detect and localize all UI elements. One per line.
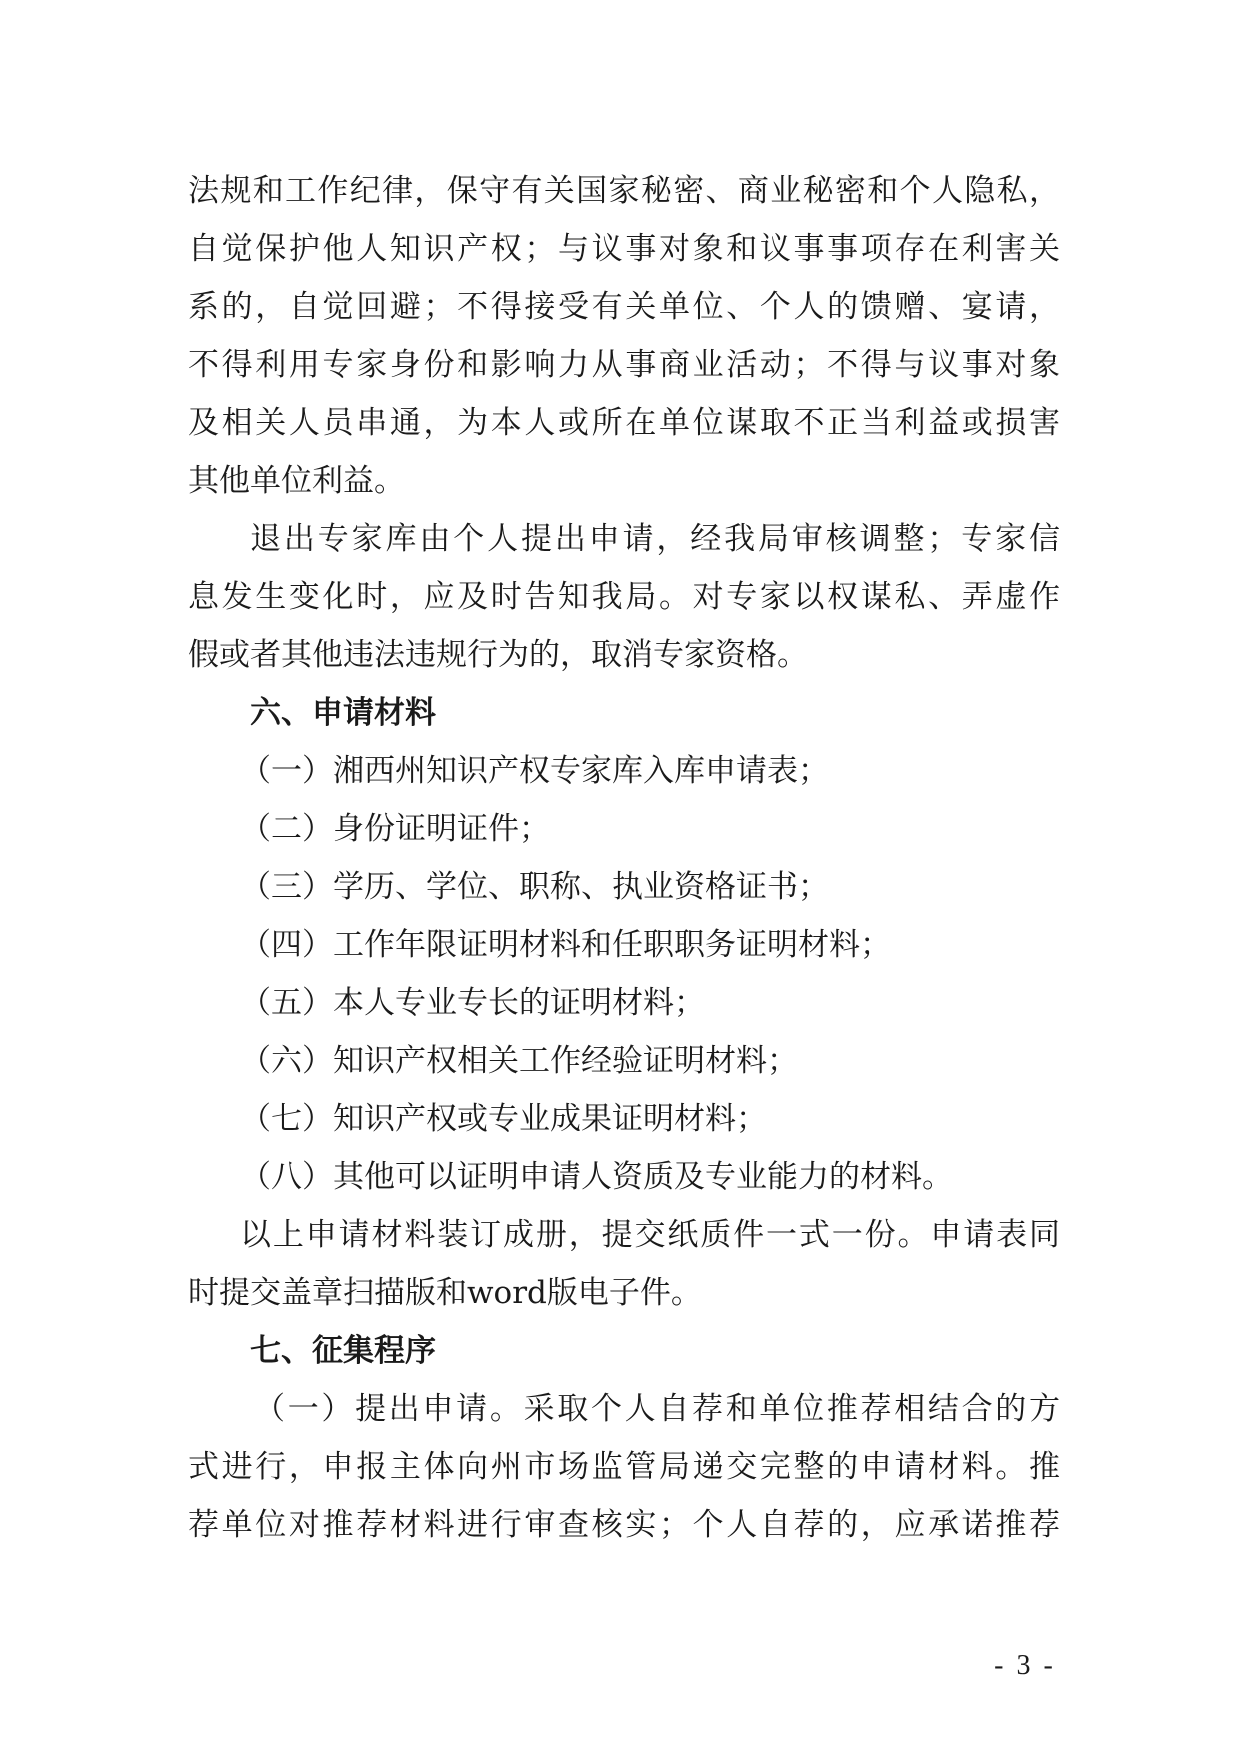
- text-line: 式进行，申报主体向州市场监管局递交完整的申请材料。推: [188, 1449, 1060, 1485]
- list-item: （二）身份证明证件；: [240, 811, 550, 847]
- text-line: 以上申请材料装订成册，提交纸质件一式一份。申请表同: [240, 1217, 1060, 1253]
- list-item: （五）本人专业专长的证明材料；: [240, 985, 705, 1021]
- list-item: （一）湘西州知识产权专家库入库申请表；: [240, 753, 829, 789]
- page-number: - 3 -: [994, 1650, 1056, 1681]
- text-line: 荐单位对推荐材料进行审查核实；个人自荐的，应承诺推荐: [188, 1507, 1060, 1543]
- text-line: 系的，自觉回避；不得接受有关单位、个人的馈赠、宴请，: [188, 289, 1060, 325]
- text-line: 及相关人员串通，为本人或所在单位谋取不正当利益或损害: [188, 405, 1060, 441]
- list-item: （七）知识产权或专业成果证明材料；: [240, 1101, 767, 1137]
- section-heading-application-materials: 六、申请材料: [250, 695, 436, 731]
- text-line: 其他单位利益。: [188, 463, 405, 499]
- document-body: [188, 162, 1060, 1554]
- text-line: 退出专家库由个人提出申请，经我局审核调整；专家信: [250, 521, 1060, 557]
- list-item: （八）其他可以证明申请人资质及专业能力的材料。: [240, 1159, 953, 1195]
- text-line: 不得利用专家身份和影响力从事商业活动；不得与议事对象: [188, 347, 1060, 383]
- list-item: （六）知识产权相关工作经验证明材料；: [240, 1043, 798, 1079]
- list-item: （四）工作年限证明材料和任职职务证明材料；: [240, 927, 891, 963]
- exit-paragraph: [188, 510, 1060, 684]
- text-line: （一）提出申请。采取个人自荐和单位推荐相结合的方: [254, 1391, 1060, 1427]
- text-line: 假或者其他违法违规行为的，取消专家资格。: [188, 637, 808, 673]
- list-item: （三）学历、学位、职称、执业资格证书；: [240, 869, 829, 905]
- text-line: 自觉保护他人知识产权；与议事对象和议事事项存在利害关: [188, 231, 1060, 267]
- procedure-paragraph: [188, 1380, 1060, 1554]
- application-materials-list: [188, 742, 1060, 1206]
- text-line: 时提交盖章扫描版和word版电子件。: [188, 1275, 702, 1311]
- section-heading-collection-procedure: 七、征集程序: [250, 1333, 436, 1369]
- text-line: 息发生变化时，应及时告知我局。对专家以权谋私、弄虚作: [188, 579, 1060, 615]
- materials-note-paragraph: [188, 1206, 1060, 1322]
- text-line: 法规和工作纪律，保守有关国家秘密、商业秘密和个人隐私，: [188, 173, 1060, 209]
- conduct-paragraph: [188, 162, 1060, 510]
